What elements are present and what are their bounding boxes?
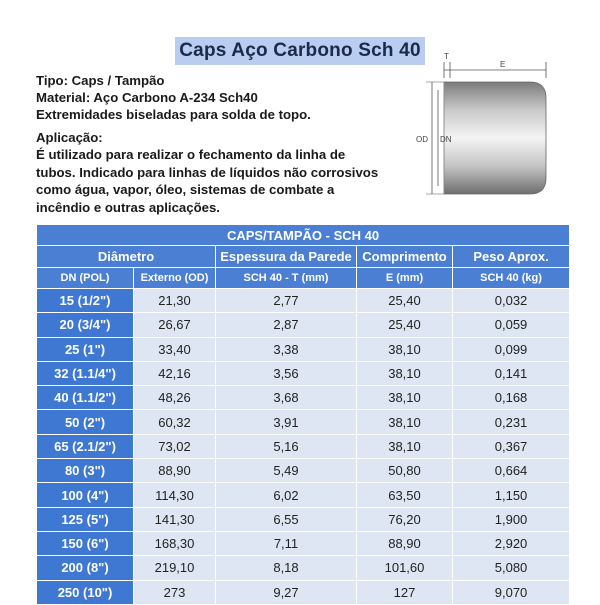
cell-kg: 0,141	[453, 361, 570, 385]
cell-kg: 0,099	[453, 337, 570, 361]
cell-dn: 40 (1.1/2")	[37, 386, 134, 410]
cell-dn: 15 (1/2")	[37, 289, 134, 313]
table-row	[37, 580, 570, 604]
cell-t: 3,38	[216, 337, 357, 361]
cell-t: 3,91	[216, 410, 357, 434]
cell-kg: 5,080	[453, 556, 570, 580]
cell-e: 101,60	[357, 556, 453, 580]
cell-kg: 1,150	[453, 483, 570, 507]
cell-od: 42,16	[134, 361, 216, 385]
table-row	[37, 386, 570, 410]
cell-e: 127	[357, 580, 453, 604]
cell-e: 38,10	[357, 410, 453, 434]
cap-technical-drawing	[410, 50, 580, 210]
cell-dn: 65 (2.1/2")	[37, 434, 134, 458]
cell-e: 88,90	[357, 531, 453, 555]
cell-t: 3,68	[216, 386, 357, 410]
cell-t: 8,18	[216, 556, 357, 580]
cell-od: 21,30	[134, 289, 216, 313]
subheader-e: E (mm)	[357, 268, 453, 289]
info-extremidades: Extremidades biseladas para solda de topo.	[36, 107, 311, 122]
cell-od: 141,30	[134, 507, 216, 531]
cell-od: 219,10	[134, 556, 216, 580]
cell-kg: 0,367	[453, 434, 570, 458]
info-aplicacao-title: Aplicação:	[36, 130, 103, 145]
page-title: Caps Aço Carbono Sch 40	[175, 37, 424, 65]
cell-kg: 0,059	[453, 313, 570, 337]
cell-e: 38,10	[357, 337, 453, 361]
cell-t: 6,55	[216, 507, 357, 531]
cell-od: 33,40	[134, 337, 216, 361]
label-t: T	[444, 52, 449, 61]
cell-kg: 1,900	[453, 507, 570, 531]
cell-kg: 2,920	[453, 531, 570, 555]
cell-t: 9,27	[216, 580, 357, 604]
cell-dn: 150 (6")	[37, 531, 134, 555]
table-row	[37, 289, 570, 313]
table-row	[37, 531, 570, 555]
cell-dn: 125 (5")	[37, 507, 134, 531]
cell-od: 88,90	[134, 459, 216, 483]
cell-kg: 0,168	[453, 386, 570, 410]
cell-od: 273	[134, 580, 216, 604]
cell-kg: 9,070	[453, 580, 570, 604]
cell-dn: 50 (2")	[37, 410, 134, 434]
cell-od: 73,02	[134, 434, 216, 458]
cell-e: 50,80	[357, 459, 453, 483]
cell-dn: 32 (1.1/4")	[37, 361, 134, 385]
cell-t: 5,49	[216, 459, 357, 483]
cell-t: 5,16	[216, 434, 357, 458]
info-aplicacao-text: É utilizado para realizar o fechamento da linha de tubos. Indicado para linhas de líquidos não corrosivos como água, vapor, óleo, sistemas de combate a incêndio e outras aplicações.	[36, 147, 379, 215]
table-row	[37, 556, 570, 580]
cell-kg: 0,032	[453, 289, 570, 313]
table-row	[37, 483, 570, 507]
cell-e: 25,40	[357, 313, 453, 337]
label-e: E	[500, 60, 506, 69]
subheader-t: SCH 40 - T (mm)	[216, 268, 357, 289]
header-peso: Peso Aprox.	[453, 246, 570, 268]
caps-spec-table	[36, 224, 570, 605]
table-row	[37, 337, 570, 361]
cell-dn: 25 (1")	[37, 337, 134, 361]
cell-t: 3,56	[216, 361, 357, 385]
cell-dn: 250 (10")	[37, 580, 134, 604]
cell-t: 7,11	[216, 531, 357, 555]
cell-od: 60,32	[134, 410, 216, 434]
cell-od: 168,30	[134, 531, 216, 555]
cell-dn: 100 (4")	[37, 483, 134, 507]
subheader-kg: SCH 40 (kg)	[453, 268, 570, 289]
table-row	[37, 434, 570, 458]
label-dn: DN	[440, 135, 452, 144]
cell-e: 38,10	[357, 386, 453, 410]
table-title: CAPS/TAMPÃO - SCH 40	[37, 225, 570, 246]
cell-od: 26,67	[134, 313, 216, 337]
header-comprimento: Comprimento	[357, 246, 453, 268]
table-row	[37, 507, 570, 531]
table-row	[37, 313, 570, 337]
cell-t: 2,87	[216, 313, 357, 337]
cell-t: 6,02	[216, 483, 357, 507]
subheader-dn: DN (POL)	[37, 268, 134, 289]
info-tipo: Tipo: Caps / Tampão	[36, 73, 165, 88]
cell-kg: 0,231	[453, 410, 570, 434]
header-espessura: Espessura da Parede	[216, 246, 357, 268]
info-material: Material: Aço Carbono A-234 Sch40	[36, 90, 258, 105]
cell-kg: 0,664	[453, 459, 570, 483]
cell-t: 2,77	[216, 289, 357, 313]
cell-dn: 20 (3/4")	[37, 313, 134, 337]
cell-e: 38,10	[357, 434, 453, 458]
subheader-od: Externo (OD)	[134, 268, 216, 289]
label-od: OD	[416, 135, 428, 144]
table-row	[37, 459, 570, 483]
table-row	[37, 410, 570, 434]
cell-e: 25,40	[357, 289, 453, 313]
cell-e: 63,50	[357, 483, 453, 507]
header-diametro: Diâmetro	[37, 246, 216, 268]
cell-od: 114,30	[134, 483, 216, 507]
cell-e: 38,10	[357, 361, 453, 385]
cell-e: 76,20	[357, 507, 453, 531]
product-info	[36, 72, 396, 216]
cell-od: 48,26	[134, 386, 216, 410]
cell-dn: 80 (3")	[37, 459, 134, 483]
table-row	[37, 361, 570, 385]
cell-dn: 200 (8")	[37, 556, 134, 580]
